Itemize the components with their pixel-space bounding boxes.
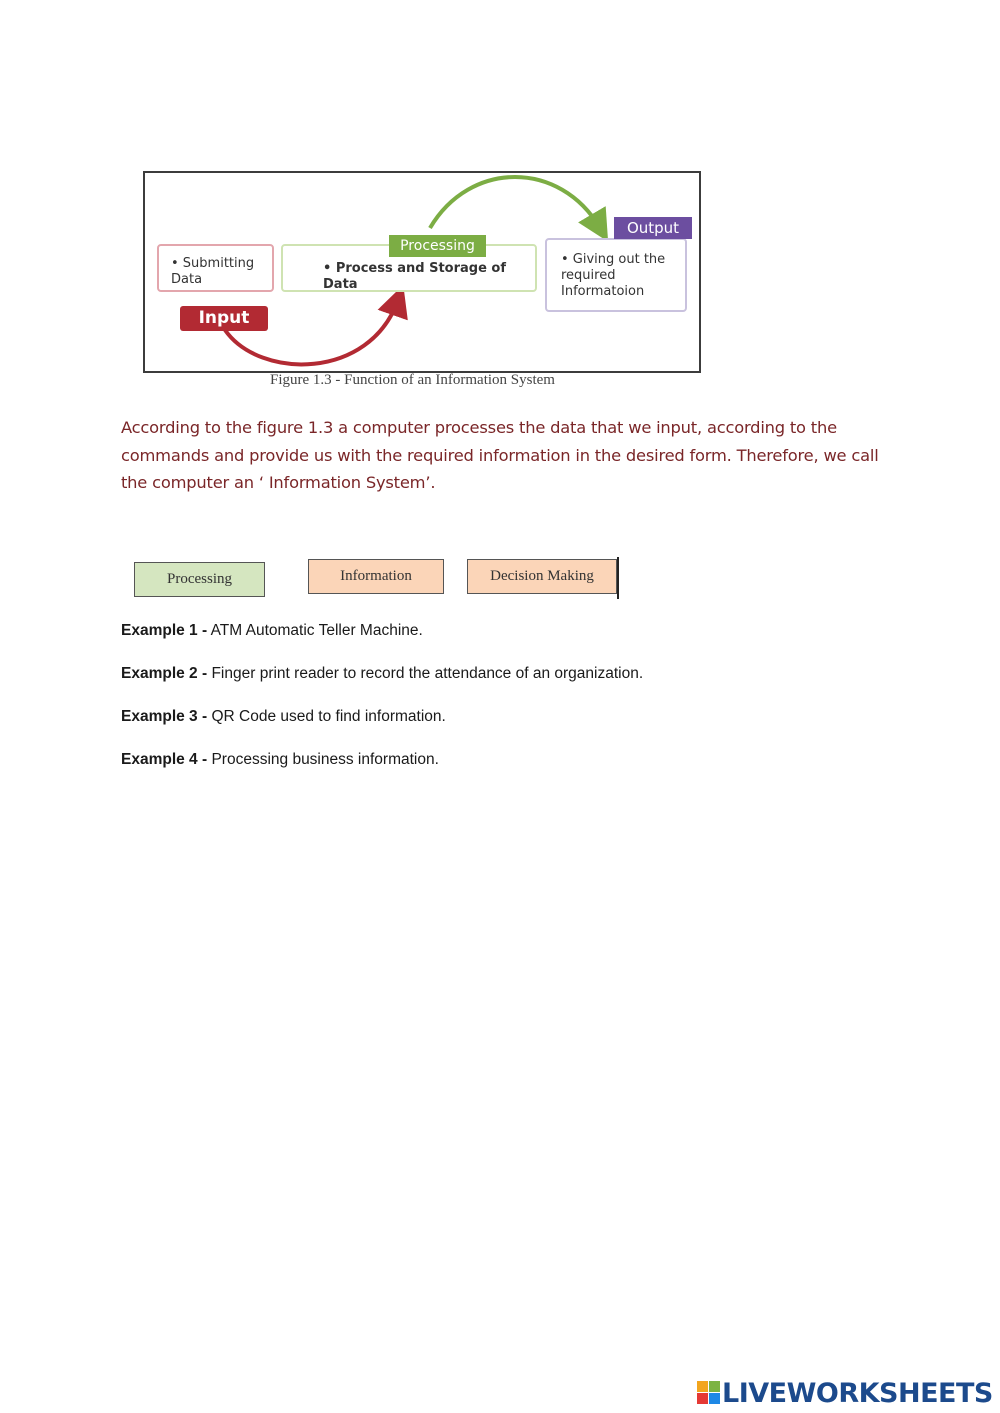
input-box <box>157 244 274 292</box>
example-text: QR Code used to find information. <box>207 708 446 725</box>
text-cursor-bar <box>617 557 619 599</box>
example-text: Processing business information. <box>207 751 439 768</box>
example-3 <box>121 708 446 726</box>
input-bullet: • Submitting Data <box>171 256 255 287</box>
example-4 <box>121 751 439 769</box>
logo-text: LIVEWORKSHEETS <box>722 1378 993 1409</box>
explanation-paragraph: According to the figure 1.3 a computer processes the data that we input, according to the commands and provide us with the required information in the desired form. Therefore, we call the computer an ‘ Information System’. <box>121 418 879 492</box>
output-bullet: • Giving out the required Informatoion <box>561 252 666 299</box>
example-label: Example 1 - <box>121 622 208 639</box>
example-label: Example 2 - <box>121 665 208 682</box>
example-label: Example 4 - <box>121 751 208 768</box>
example-2 <box>121 665 643 683</box>
example-text: Finger print reader to record the attendance of an organization. <box>207 665 644 682</box>
input-tag: Input <box>180 306 268 331</box>
example-text: ATM Automatic Teller Machine. <box>207 622 423 639</box>
flow-decision-box: Decision Making <box>467 559 617 594</box>
flow-processing-box: Processing <box>134 562 265 597</box>
figure-caption: Figure 1.3 - Function of an Information System <box>270 372 555 388</box>
output-box <box>545 238 687 312</box>
processing-tag: Processing <box>389 235 486 257</box>
logo-mark-icon <box>697 1381 721 1405</box>
liveworksheets-logo[interactable] <box>697 1377 997 1411</box>
example-label: Example 3 - <box>121 708 208 725</box>
flow-information-box: Information <box>308 559 444 594</box>
output-tag: Output <box>614 217 692 239</box>
example-1 <box>121 622 423 640</box>
process-bullet: • Process and Storage of Data <box>323 261 507 292</box>
